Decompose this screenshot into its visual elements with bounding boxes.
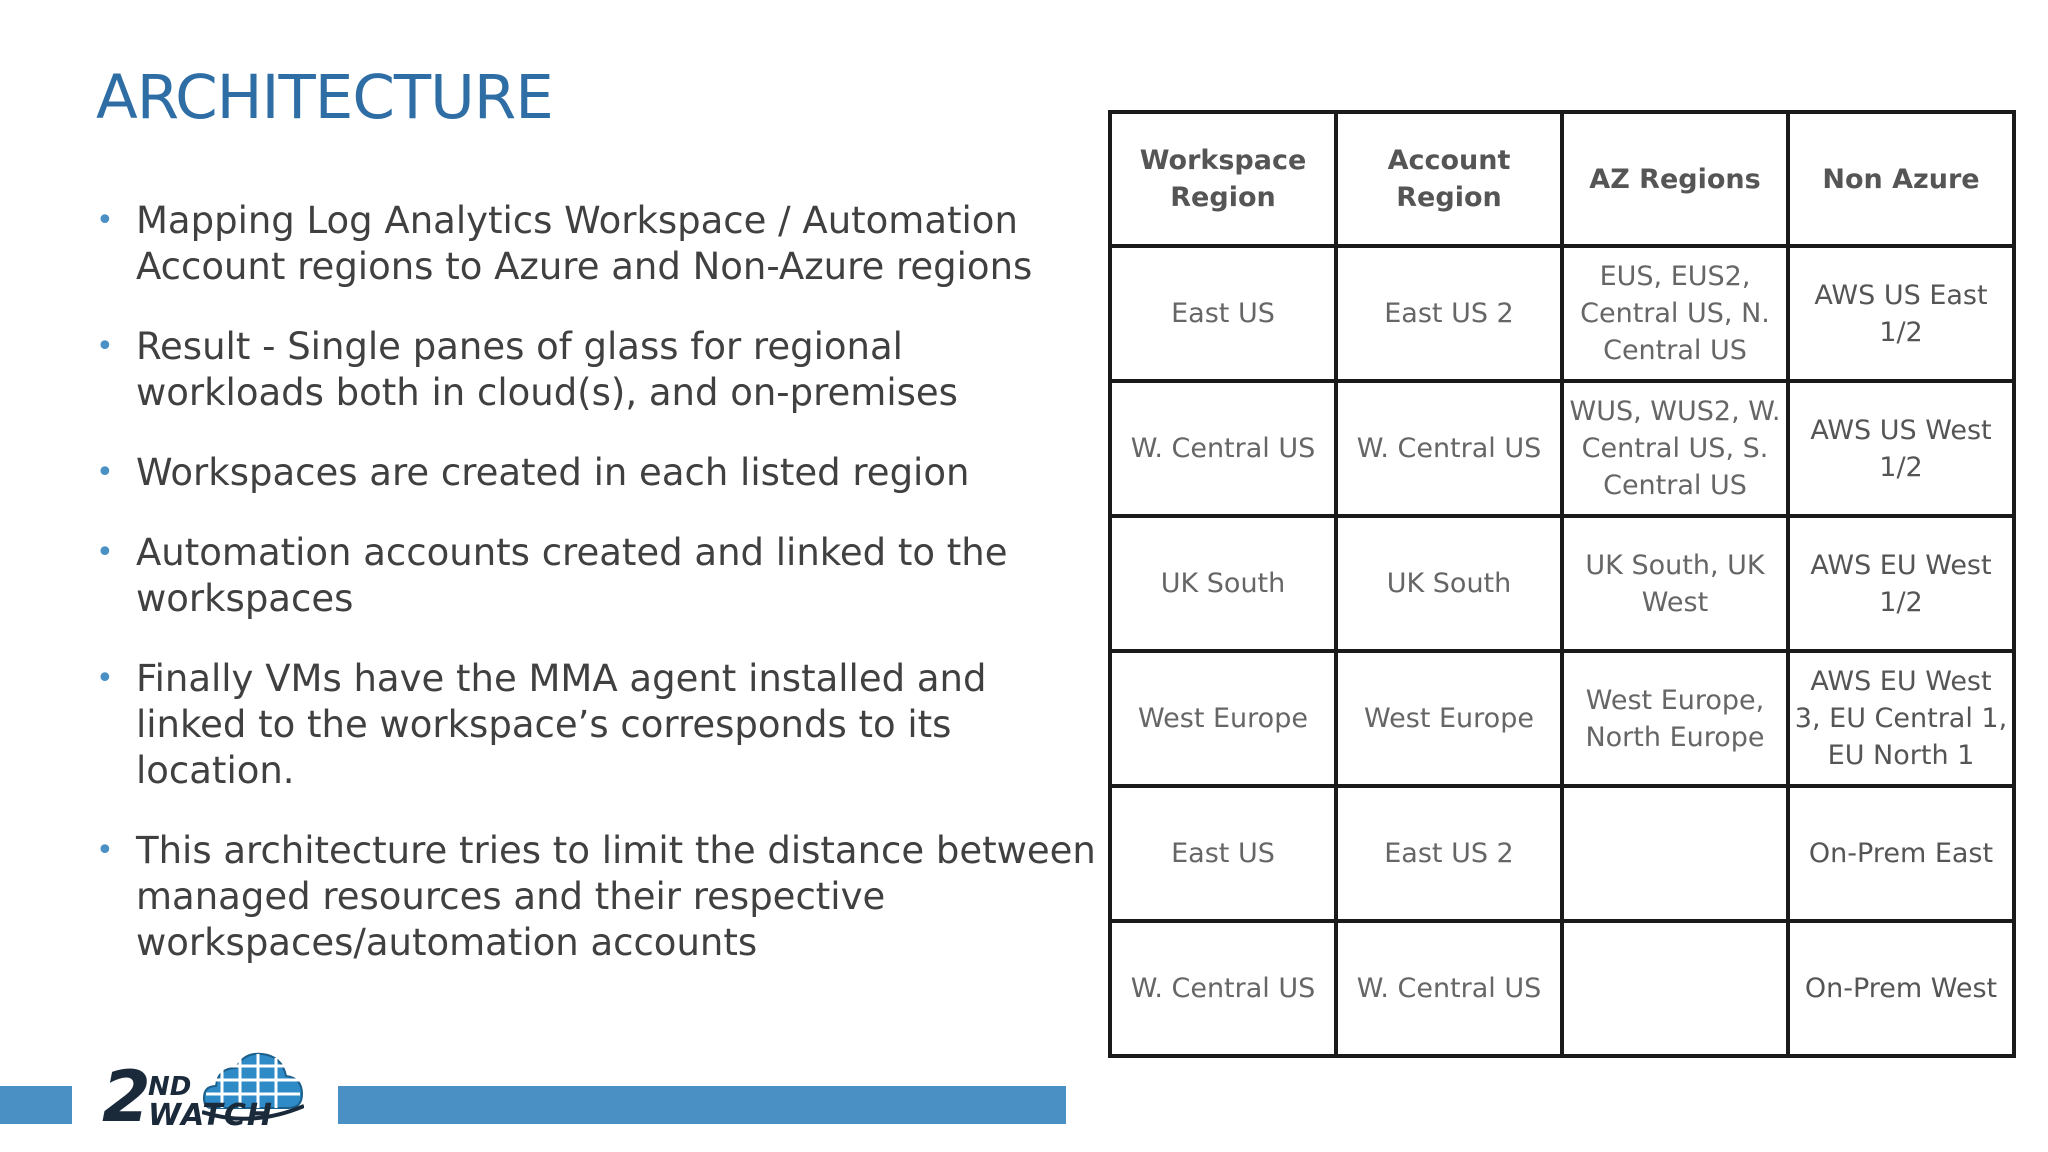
table-cell: AWS US East 1/2 (1788, 246, 2014, 381)
table-cell: West Europe (1110, 651, 1336, 786)
table-cell (1562, 786, 1788, 921)
bullet-list (96, 198, 1096, 1000)
table-cell: W. Central US (1110, 921, 1336, 1056)
table-cell: W. Central US (1110, 381, 1336, 516)
logo-watch: WATCH (148, 1098, 273, 1133)
header-az-regions: AZ Regions (1562, 112, 1788, 246)
header-account-region: Account Region (1336, 112, 1562, 246)
logo-nd: ND (148, 1072, 192, 1102)
table-row (1110, 786, 2014, 921)
bullet-item (96, 198, 1096, 290)
bullet-dot: • (96, 329, 114, 364)
bullet-text: Result - Single panes of glass for regional workloads both in cloud(s), and on-premises (136, 325, 958, 414)
brand-logo (102, 1046, 302, 1136)
slide-title: ARCHITECTURE (96, 62, 553, 133)
table-row (1110, 381, 2014, 516)
footer-bar-right (338, 1086, 1066, 1124)
bullet-dot: • (96, 661, 114, 696)
table-cell: UK South (1110, 516, 1336, 651)
table-header-row (1110, 112, 2014, 246)
bullet-item (96, 656, 1096, 794)
logo-two: 2 (102, 1056, 151, 1138)
table-cell: West Europe (1336, 651, 1562, 786)
table-cell: W. Central US (1336, 381, 1562, 516)
bullet-text: This architecture tries to limit the distance between managed resources and their respective workspaces/automation accounts (136, 829, 1096, 964)
header-workspace-region: Workspace Region (1110, 112, 1336, 246)
bullet-dot: • (96, 535, 114, 570)
table-cell: UK South, UK West (1562, 516, 1788, 651)
bullet-item (96, 324, 1096, 416)
table-cell: On-Prem East (1788, 786, 2014, 921)
table-cell: AWS EU West 3, EU Central 1, EU North 1 (1788, 651, 2014, 786)
bullet-item (96, 450, 1096, 496)
bullet-dot: • (96, 833, 114, 868)
table-cell: West Europe, North Europe (1562, 651, 1788, 786)
table-row (1110, 921, 2014, 1056)
bullet-item (96, 530, 1096, 622)
table-row (1110, 651, 2014, 786)
table-cell: On-Prem West (1788, 921, 2014, 1056)
bullet-text: Mapping Log Analytics Workspace / Automation Account regions to Azure and Non-Azure regions (136, 199, 1033, 288)
bullet-text: Workspaces are created in each listed region (136, 451, 970, 494)
table-cell: W. Central US (1336, 921, 1562, 1056)
bullet-text: Automation accounts created and linked to the workspaces (136, 531, 1008, 620)
bullet-dot: • (96, 455, 114, 490)
table-cell: AWS EU West 1/2 (1788, 516, 2014, 651)
table-cell: EUS, EUS2, Central US, N. Central US (1562, 246, 1788, 381)
table-row (1110, 246, 2014, 381)
table-cell: East US (1110, 246, 1336, 381)
bullet-text: Finally VMs have the MMA agent installed and linked to the workspace’s corresponds to its location. (136, 657, 987, 792)
table-row (1110, 516, 2014, 651)
footer-bar-left (0, 1086, 72, 1124)
table-cell: East US 2 (1336, 246, 1562, 381)
table-cell: WUS, WUS2, W. Central US, S. Central US (1562, 381, 1788, 516)
bullet-item (96, 828, 1096, 966)
bullet-dot: • (96, 203, 114, 238)
table-cell: UK South (1336, 516, 1562, 651)
table-cell: AWS US West 1/2 (1788, 381, 2014, 516)
table-cell: East US 2 (1336, 786, 1562, 921)
table-cell (1562, 921, 1788, 1056)
region-mapping-table (1108, 110, 2016, 1058)
table-cell: East US (1110, 786, 1336, 921)
header-non-azure: Non Azure (1788, 112, 2014, 246)
